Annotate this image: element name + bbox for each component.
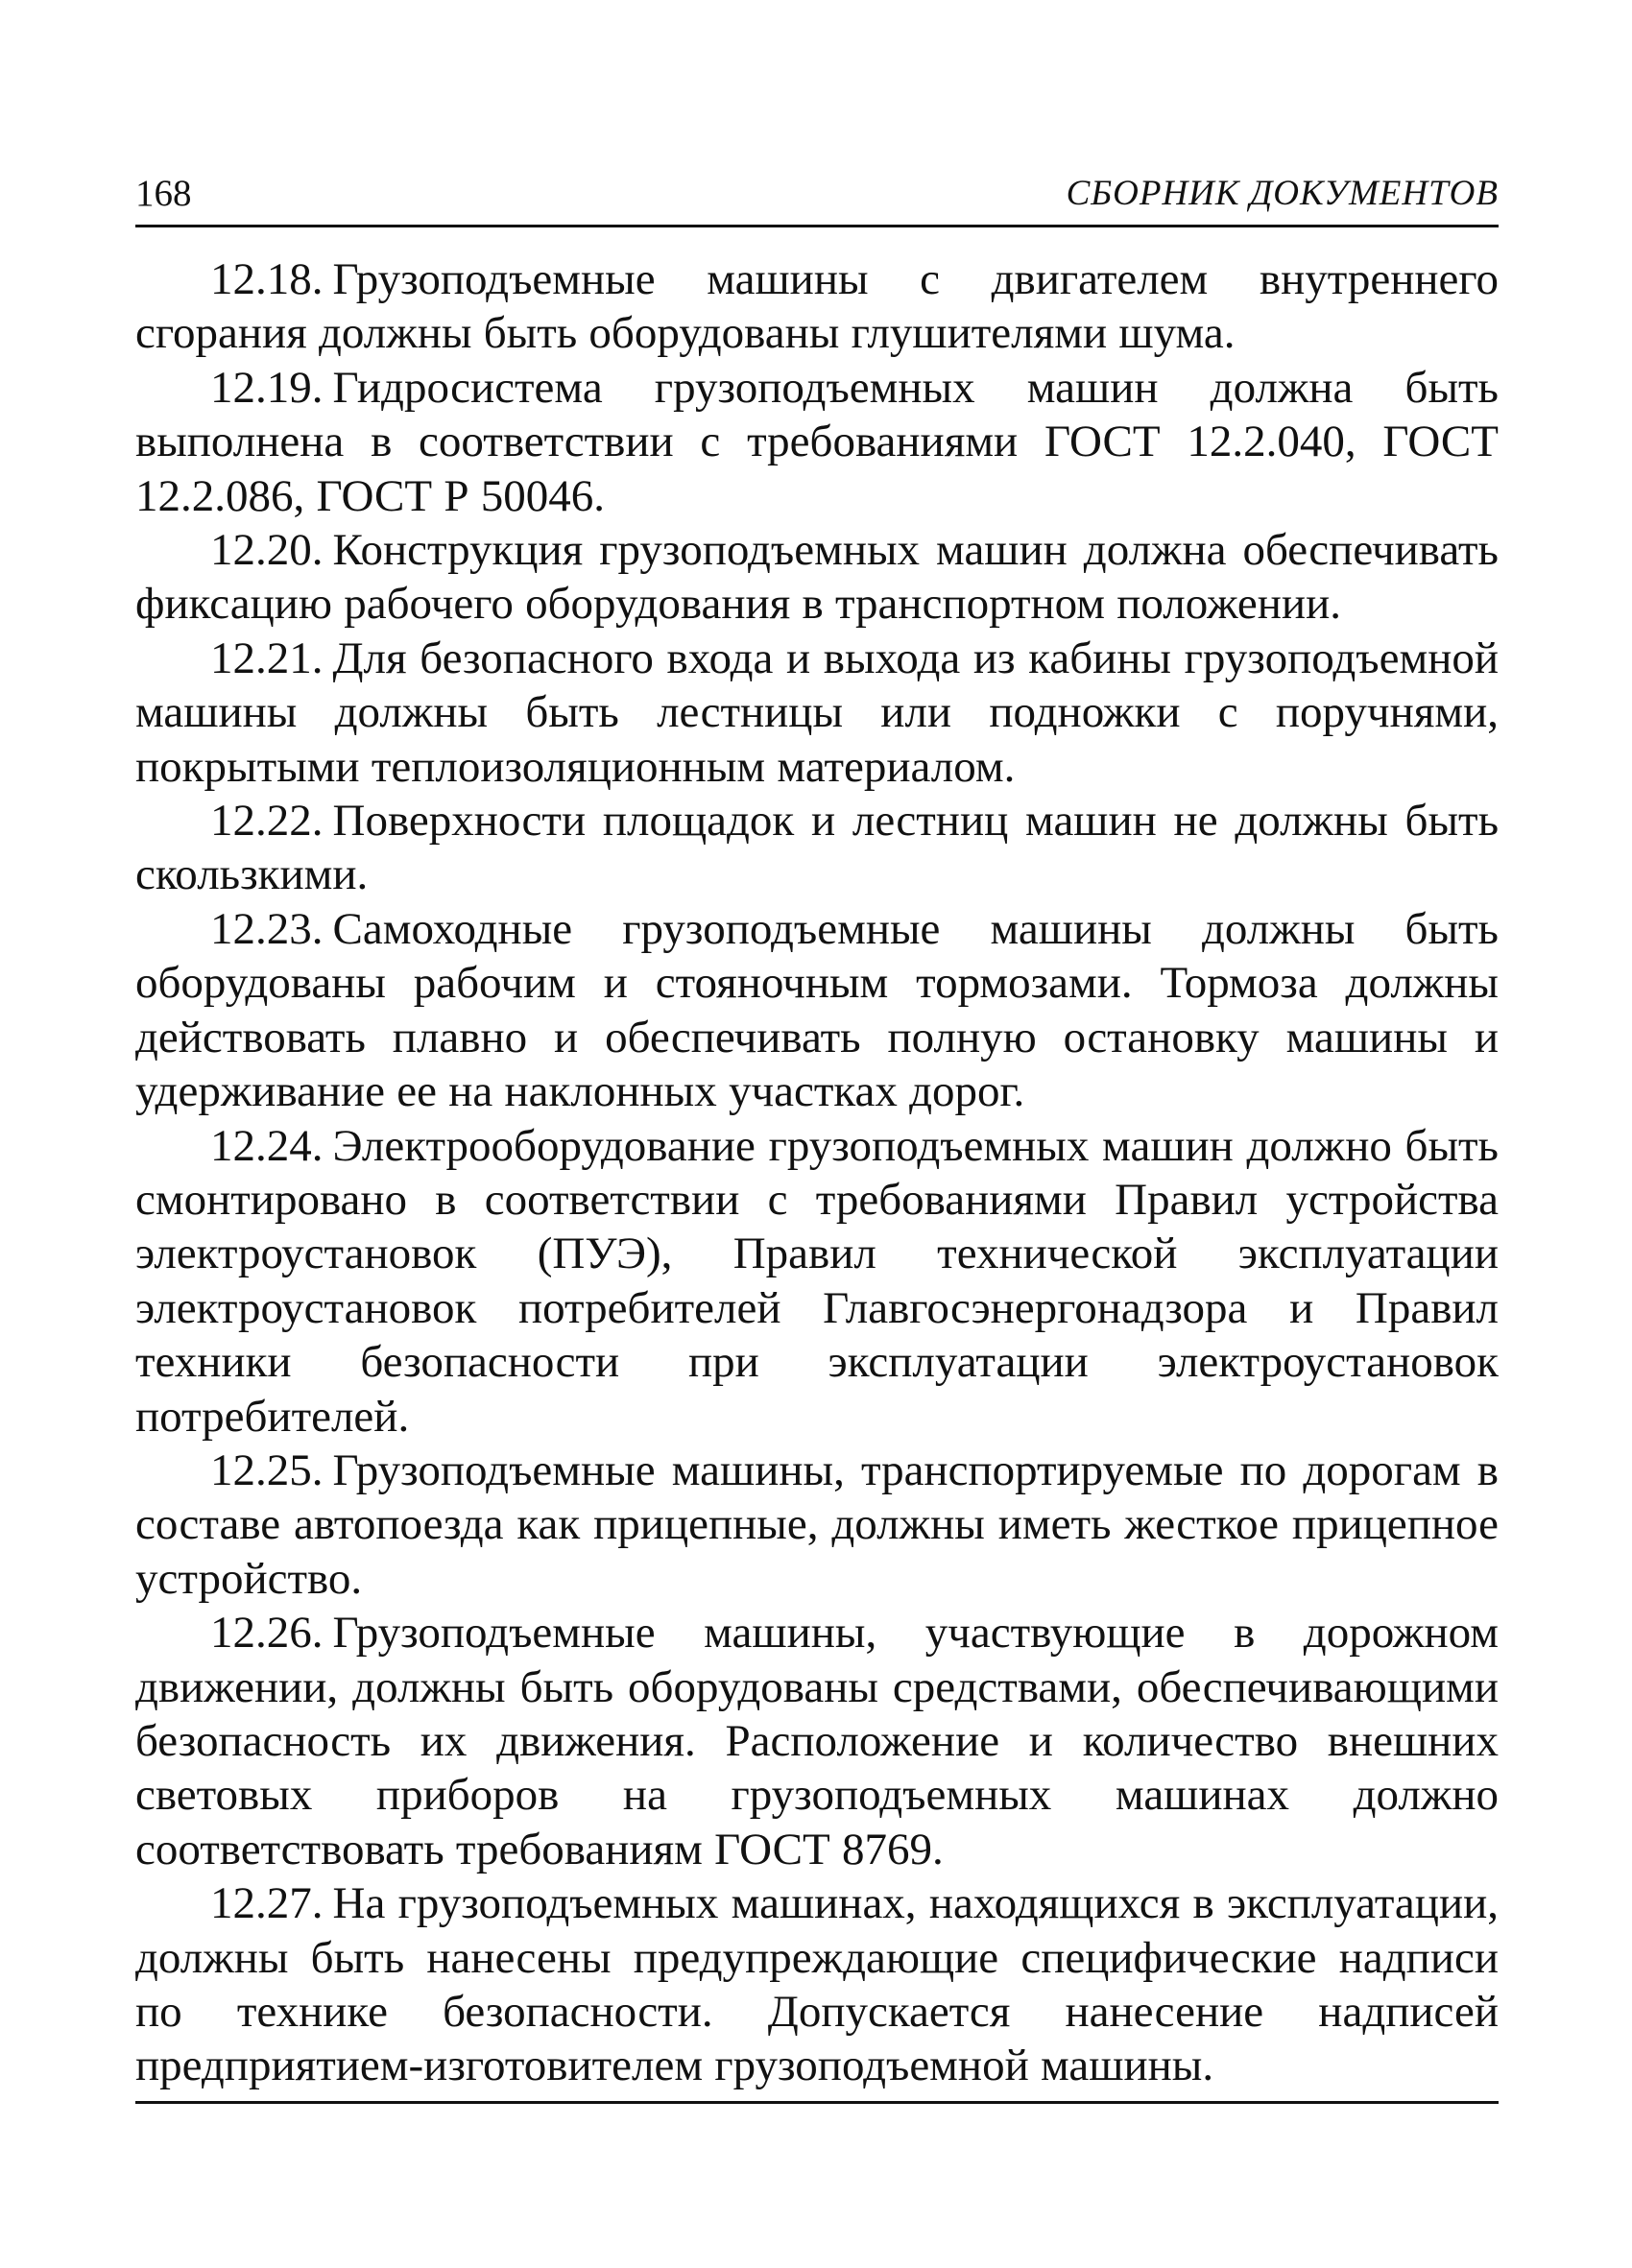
clause-number: 12.26. bbox=[210, 1608, 324, 1659]
clause-12-23 bbox=[135, 902, 1499, 1119]
clause-text: Для безопасного входа и выхода из кабины грузоподъемной машины должны быть лестницы или подножки с поручнями, покрытыми теплоизоляционным материалом. bbox=[135, 633, 1499, 792]
clause-12-24 bbox=[135, 1119, 1499, 1444]
clause-12-26 bbox=[135, 1606, 1499, 1876]
clause-number: 12.21. bbox=[210, 633, 324, 683]
clause-number: 12.18. bbox=[210, 254, 324, 304]
clause-text: Поверхности площадок и лестниц машин не должны быть скользкими. bbox=[135, 796, 1499, 900]
clause-number: 12.23. bbox=[210, 903, 324, 954]
clause-12-25 bbox=[135, 1444, 1499, 1606]
clause-text: Грузоподъемные машины, транспортируемые по дорогам в составе автопоезда как прицепные, должны иметь жесткое прицепное устройство. bbox=[135, 1444, 1499, 1604]
clause-text: На грузоподъемных машинах, находящихся в эксплуатации, должны быть нанесены предупреждающие специфические надписи по технике безопасности. Допускается нанесение надписей предприятием-изготовителем грузоподъемной машины. bbox=[135, 1878, 1499, 2091]
page-number: 168 bbox=[135, 173, 192, 214]
clause-number: 12.27. bbox=[210, 1878, 324, 1929]
bottom-rule bbox=[135, 2101, 1499, 2104]
clause-number: 12.25. bbox=[210, 1444, 324, 1495]
clause-number: 12.19. bbox=[210, 362, 324, 413]
clause-12-21 bbox=[135, 632, 1499, 794]
clause-12-18 bbox=[135, 252, 1499, 361]
clause-12-20 bbox=[135, 523, 1499, 632]
clause-number: 12.22. bbox=[210, 796, 324, 847]
clause-number: 12.24. bbox=[210, 1120, 324, 1171]
page-header bbox=[135, 169, 1499, 227]
document-body bbox=[135, 252, 1499, 2093]
clause-number: 12.20. bbox=[210, 525, 324, 576]
clause-text: Грузоподъемные машины с двигателем внутреннего сгорания должны быть оборудованы глушителями шума. bbox=[135, 254, 1499, 359]
clause-text: Гидросистема грузоподъемных машин должна быть выполнена в соответствии с требованиями ГОСТ 12.2.040, ГОСТ 12.2.086, ГОСТ Р 50046. bbox=[135, 362, 1499, 521]
clause-12-19 bbox=[135, 361, 1499, 523]
clause-text: Конструкция грузоподъемных машин должна обеспечивать фиксацию рабочего оборудования в транспортном положении. bbox=[135, 525, 1499, 630]
clause-text: Самоходные грузоподъемные машины должны быть оборудованы рабочим и стояночным тормозами. Тормоза должны действовать плавно и обеспечивать полную остановку машины и удерживание ее на наклонных участках дорог. bbox=[135, 903, 1499, 1117]
running-title: СБОРНИК ДОКУМЕНТОВ bbox=[1066, 174, 1499, 213]
clause-text: Грузоподъемные машины, участвующие в дорожном движении, должны быть оборудованы средствами, обеспечивающими безопасность их движения. Расположение и количество внешних световых приборов на грузоподъемных машинах должно соответствовать требованиям ГОСТ 8769. bbox=[135, 1608, 1499, 1874]
clause-12-22 bbox=[135, 794, 1499, 902]
clause-text: Электрооборудование грузоподъемных машин должно быть смонтировано в соответствии с требованиями Правил устройства электроустановок (ПУЭ), Правил технической эксплуатации электроустановок потребителей Главгосэнергонадзора и Правил техники безопасности при эксплуатации электроустановок потребителей. bbox=[135, 1120, 1499, 1442]
clause-12-27 bbox=[135, 1876, 1499, 2093]
